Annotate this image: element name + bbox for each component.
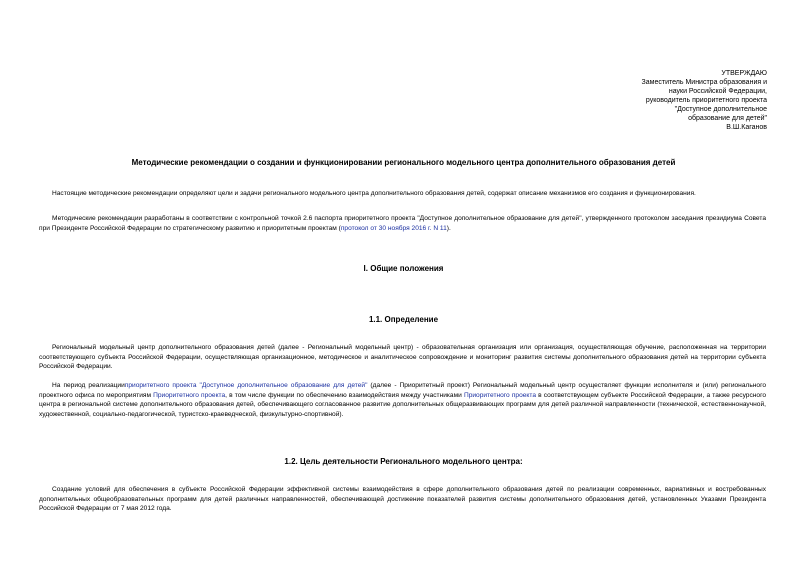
approval-line: УТВЕРЖДАЮ xyxy=(721,70,767,77)
approval-line: науки Российской Федерации, xyxy=(668,88,767,95)
document-title: Методические рекомендации о создании и функционировании регионального модельного центра дополнительного образования детей xyxy=(131,158,676,167)
definition-paragraph-2 xyxy=(39,381,766,419)
approval-line: руководитель приоритетного проекта xyxy=(645,97,767,104)
definition-paragraph-1: Региональный модельный центр дополнительного образования детей (далее - Региональный модельный центр) - образовательная организация или организация, осуществляющая обучение, расположенная на территории соответствующего субъекта Российской Федерации, осуществляющая организационное, методическое и аналитическое сопровождение и мониторинг развития системы дополнительного образования детей на территории субъекта Российской Федерации. xyxy=(39,344,766,371)
section-heading-general: I. Общие положения xyxy=(363,264,444,273)
approval-line: Заместитель Министра образования и xyxy=(641,79,767,86)
approval-line: образование для детей" xyxy=(688,115,767,122)
definition-paragraph-2-text: , в том числе функции по обеспечению взаимодействия между участниками xyxy=(225,391,464,399)
intro-paragraph-1: Настоящие методические рекомендации определяют цели и задачи регионального модельного центра дополнительного образования детей, содержат описание механизмов его создания и функционирования. xyxy=(52,190,696,197)
intro-paragraph-2 xyxy=(39,214,766,233)
subsection-heading-definition: 1.1. Определение xyxy=(368,315,439,324)
approval-block xyxy=(642,69,767,132)
protocol-link[interactable]: протокол от 30 ноября 2016 г. N 11 xyxy=(340,224,447,232)
definition-paragraph-2-text: (далее - Приоритетный проект) Региональный модельный центр осуществляет функции исполнителя и (или) регионального проектного офиса по мероприятиям xyxy=(39,382,766,399)
goal-paragraph: Создание условий для обеспечения в субъекте Российской Федерации эффективной системы взаимодействия в сфере дополнительного образования детей по реализации современных, вариативных и востребованных дополнительных общеобразовательных программ для детей различных направленностей, обеспечивающей достижение показателей развития системы дополнительного образования детей, установленных Указами Президента Российской Федерации от 7 мая 2012 года. xyxy=(39,486,766,513)
priority-project-link[interactable]: приоритетного проекта "Доступное дополнительное образование для детей" xyxy=(124,382,368,389)
definition-paragraph-2-text: На период реализации xyxy=(52,382,125,389)
approval-signatory: В.Ш.Каганов xyxy=(726,124,767,131)
approval-line: "Доступное дополнительное xyxy=(674,106,767,113)
intro-paragraph-2-text: Методические рекомендации разработаны в соответствии с контрольной точкой 2.6 паспорта приоритетного проекта "Доступное дополнительное образование для детей", утвержденного протоколом заседания президиума Совета при Президенте Российской Федерации по стратегическому развитию и приоритетным проектам ( xyxy=(39,215,766,232)
priority-project-link[interactable]: Приоритетного проекта xyxy=(153,391,226,399)
definition-paragraph-2-text: в соответствующем субъекте Российской Федерации, а также ресурсного центра в региональной системе дополнительного образования детей, обеспечивающего согласованное развитие дополнительных общеразвивающих программ для детей различной направленности (технической, естественнонаучной, художественной, социально-педагогической, туристско-краеведческой, физкультурно-спортивной). xyxy=(39,391,767,418)
intro-paragraph-2-end: ). xyxy=(446,224,451,232)
priority-project-link[interactable]: Приоритетного проекта xyxy=(463,391,536,399)
subsection-heading-goal: 1.2. Цель деятельности Регионального модельного центра: xyxy=(284,457,523,466)
